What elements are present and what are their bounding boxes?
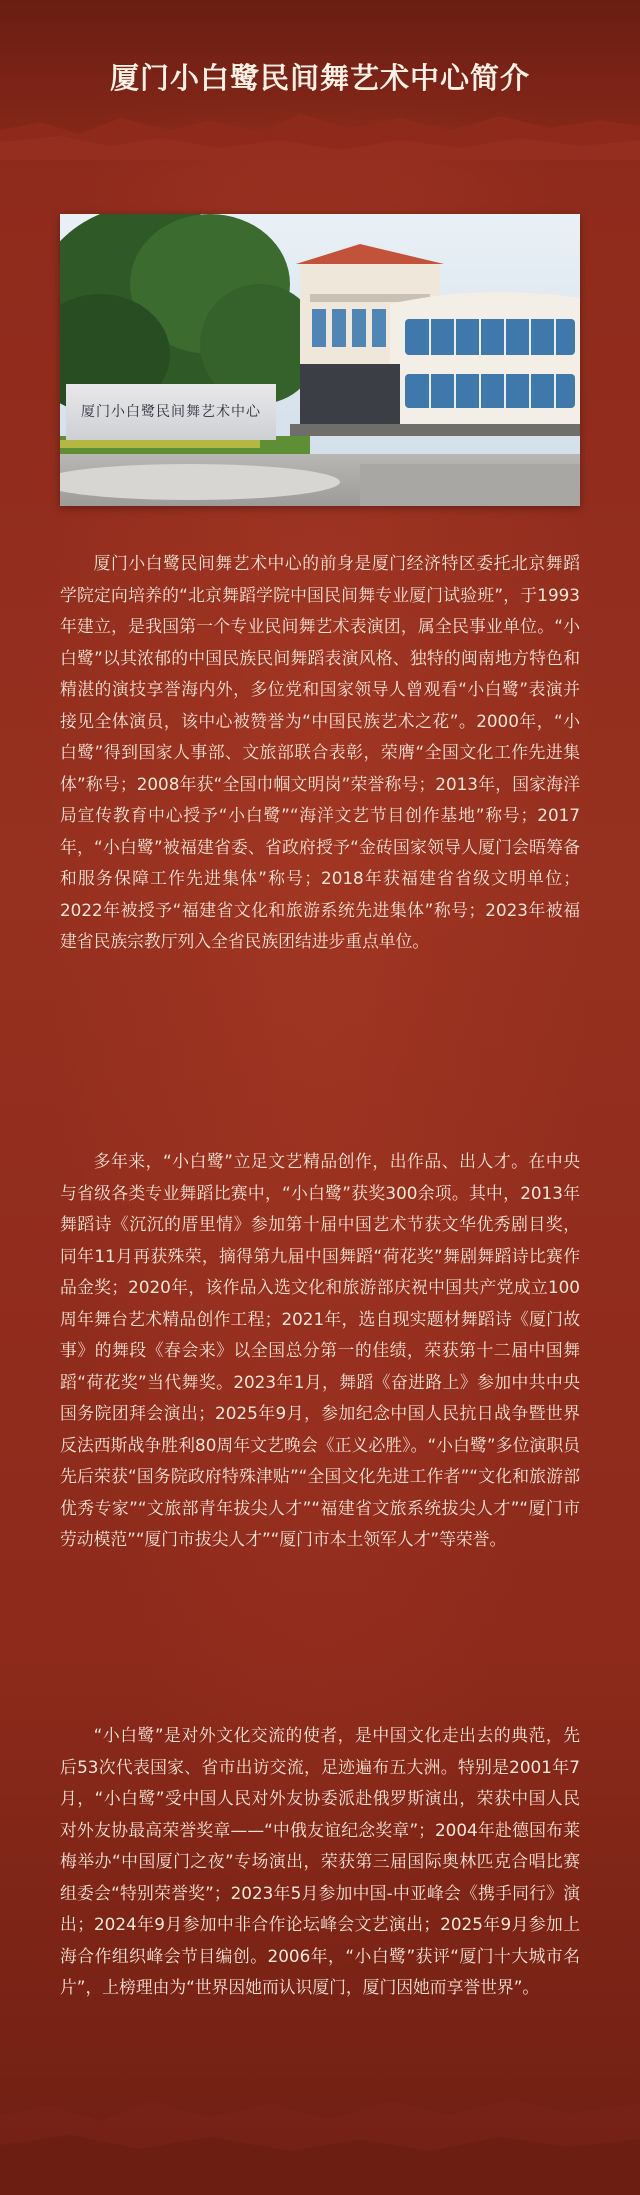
building-photo xyxy=(60,214,580,506)
bottom-mountain-decoration xyxy=(0,2045,640,2195)
mountain-ridge-decoration xyxy=(0,100,640,160)
sign-stone: 厦门小白鹭民间舞艺术中心 xyxy=(66,384,276,440)
page-title: 厦门小白鹭民间舞艺术中心简介 xyxy=(109,61,530,95)
exchange-paragraph xyxy=(60,1720,580,2004)
intro-paragraph xyxy=(60,548,580,958)
paragraph-text: 多年来，“小白鹭”立足文艺精品创作，出作品、出人才。在中央与省级各类专业舞蹈比赛中，“小白鹭”获奖300余项。其中，2013年舞蹈诗《沉沉的厝里情》参加第十届中国艺术节获文华优秀剧目奖，同年11月再获殊荣，摘得第九届中国舞蹈“荷花奖”舞剧舞蹈诗比赛作品金奖；2020年，该作品入选文化和旅游部庆祝中国共产党成立100周年舞台艺术精品创作工程；2021年，选自现实题材舞蹈诗《厦门故事》的舞段《春会来》以全国总分第一的佳绩，荣获第十二届中国舞蹈“荷花奖”当代舞奖。2023年1月，舞蹈《奋进路上》参加中共中央 国务院团拜会演出；2025年9月，参加纪念中国人民抗日战争暨世界反法西斯战争胜利80周年文艺晚会《正义必胜》。“小白鹭”多位演职员先后荣获“国务院政府特殊津贴”“全国文化先进工作者”“文化和旅游部优秀专家”“文旅部青年拔尖人才”“福建省文旅系统拔尖人才”“厦门市劳动模范”“厦门市拔尖人才”“厦门市本土领军人才”等荣誉。 xyxy=(60,1151,580,1549)
achievements-paragraph xyxy=(60,1146,580,1556)
paragraph-text: 厦门小白鹭民间舞艺术中心的前身是厦门经济特区委托北京舞蹈学院定向培养的“北京舞蹈学院中国民间舞专业厦门试验班”，于1993年建立，是我国第一个专业民间舞艺术表演团，属全民事业单位。“小白鹭”以其浓郁的中国民族民间舞蹈表演风格、独特的闽南地方特色和精湛的演技享誉海内外，多位党和国家领导人曾观看“小白鹭”表演并接见全体演员，该中心被赞誉为“中国民族艺术之花”。2000年，“小白鹭”得到国家人事部、文旅部联合表彰，荣膺“全国文化工作先进集体”称号；2008年获“全国巾帼文明岗”荣誉称号；2013年，国家海洋局宣传教育中心授予“小白鹭”“海洋文艺节目创作基地”称号；2017年，“小白鹭”被福建省委、省政府授予“金砖国家领导人厦门会晤筹备和服务保障工作先进集体”称号；2018年获福建省省级文明单位；2022年被授予“福建省文化和旅游系统先进集体”称号；2023年被福建省民族宗教厅列入全省民族团结进步重点单位。 xyxy=(60,553,580,951)
building-illustration xyxy=(60,214,580,506)
paragraph-text: “小白鹭”是对外文化交流的使者，是中国文化走出去的典范，先后53次代表国家、省市出访交流，足迹遍布五大洲。特别是2001年7月，“小白鹭”受中国人民对外友协委派赴俄罗斯演出，荣获中国人民对外友协最高荣誉奖章——“中俄友谊纪念奖章”；2004年赴德国布莱梅举办“中国厦门之夜”专场演出，荣获第三届国际奥林匹克合唱比赛组委会“特别荣誉奖”；2023年5月参加中国-中亚峰会《携手同行》演出；2024年9月参加中非合作论坛峰会文艺演出；2025年9月参加上海合作组织峰会节目编创。2006年，“小白鹭”获评“厦门十大城市名片”，上榜理由为“世界因她而认识厦门，厦门因她而享誉世界”。 xyxy=(60,1725,580,1997)
header-banner xyxy=(0,0,640,160)
